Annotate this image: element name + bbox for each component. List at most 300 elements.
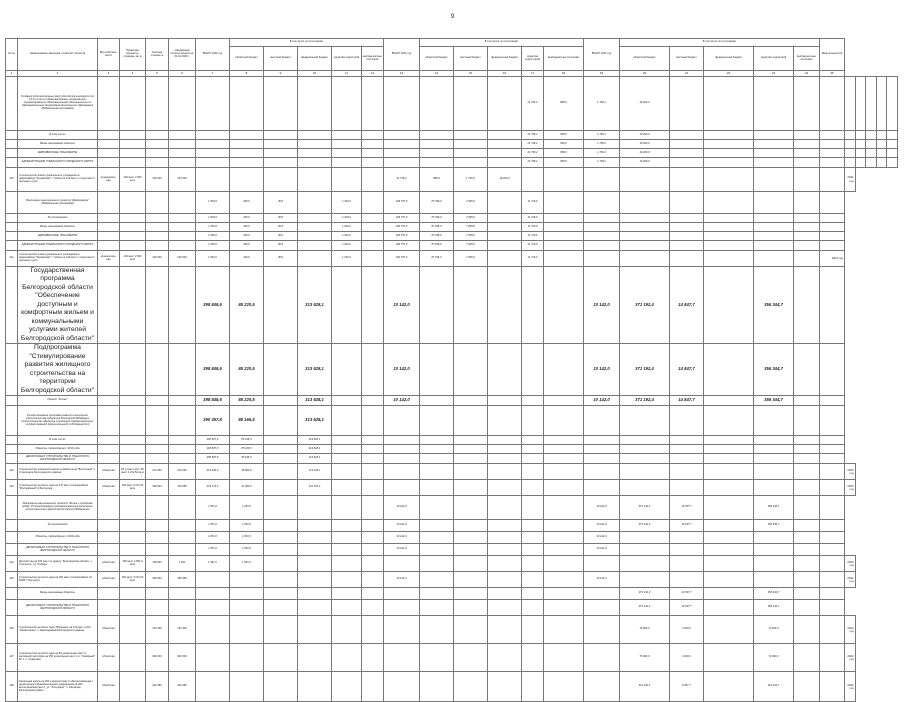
value-cell bbox=[264, 158, 298, 168]
value-cell bbox=[332, 572, 362, 588]
table-cell bbox=[146, 454, 169, 464]
section-name: ДЕПАРТАМЕНТ СТРОИТЕЛЬСТВА И ТРАНСПОРТА БЕЛГОРОДСКОЙ ОБЛАСТИ bbox=[18, 454, 98, 464]
value-cell bbox=[820, 140, 845, 149]
value-cell bbox=[544, 267, 584, 344]
table-cell bbox=[120, 131, 146, 140]
value-cell: 11 716,0 bbox=[522, 192, 544, 214]
column-number: 8 bbox=[230, 71, 264, 77]
value-cell bbox=[420, 672, 454, 702]
value-cell bbox=[362, 532, 384, 544]
value-cell: 371 192,4 bbox=[620, 496, 670, 520]
value-cell bbox=[264, 267, 298, 344]
value-cell bbox=[670, 445, 704, 454]
table-cell bbox=[120, 223, 146, 232]
value-cell bbox=[704, 436, 754, 445]
column-number: 10 bbox=[298, 71, 332, 77]
value-cell bbox=[264, 544, 298, 556]
value-cell bbox=[332, 532, 362, 544]
value-cell bbox=[876, 158, 887, 168]
col-header: местный бюджет bbox=[454, 47, 488, 71]
value-cell bbox=[332, 544, 362, 556]
value-cell bbox=[820, 520, 845, 532]
section-name: За исключением bbox=[18, 214, 98, 223]
value-cell bbox=[362, 158, 384, 168]
column-number: 24 bbox=[794, 71, 820, 77]
value-cell bbox=[544, 644, 584, 672]
value-cell bbox=[670, 556, 704, 572]
col-header: областной бюджет bbox=[620, 47, 670, 71]
value-cell bbox=[196, 149, 230, 158]
value-cell bbox=[362, 344, 384, 396]
value-cell bbox=[544, 588, 584, 600]
column-number: 15 bbox=[454, 71, 488, 77]
value-cell: 11 716,0 bbox=[522, 232, 544, 241]
table-cell bbox=[98, 131, 120, 140]
section-name: Проект "Жилье" bbox=[18, 396, 98, 406]
value-cell bbox=[420, 267, 454, 344]
row-number: 124 bbox=[6, 556, 18, 572]
table-row bbox=[6, 140, 898, 149]
value-cell bbox=[820, 344, 845, 396]
value-cell bbox=[488, 241, 522, 251]
value-cell bbox=[794, 344, 820, 396]
value-cell bbox=[264, 445, 298, 454]
value-cell bbox=[620, 241, 670, 251]
col-header: федеральный бюджет bbox=[704, 47, 754, 71]
commissioning-cell: 2020 год bbox=[845, 464, 856, 480]
value-cell bbox=[794, 480, 820, 496]
value-cell bbox=[230, 140, 264, 149]
value-cell bbox=[522, 572, 544, 588]
value-cell: 3 000,0 bbox=[670, 644, 704, 672]
value-cell bbox=[620, 454, 670, 464]
value-cell: 10 142,0 bbox=[384, 544, 420, 556]
table-cell bbox=[146, 588, 169, 600]
value-cell bbox=[488, 396, 522, 406]
value-cell bbox=[522, 344, 544, 396]
value-cell bbox=[298, 168, 332, 192]
row-number bbox=[6, 344, 18, 396]
value-cell bbox=[298, 544, 332, 556]
value-cell bbox=[544, 192, 584, 214]
value-cell bbox=[384, 588, 420, 600]
col-header: Ожидаемый остаток средств на 01.01.2020 г. bbox=[169, 39, 196, 71]
table-cell bbox=[120, 496, 146, 520]
object-name: Строительство детского сада "Яблонька" на 100 мест в ЖК "Новая жизнь" п. Новосадовый Белгородского района bbox=[18, 616, 98, 644]
value-cell bbox=[820, 406, 845, 436]
value-cell bbox=[754, 241, 794, 251]
value-cell: 221 192,4 bbox=[620, 672, 670, 702]
value-cell: 445,0 bbox=[230, 241, 264, 251]
value-cell bbox=[362, 232, 384, 241]
col-header: Наименование заказчика, отраслей, объектов bbox=[18, 39, 98, 71]
value-cell bbox=[584, 672, 620, 702]
column-number: 13 bbox=[384, 71, 420, 77]
value-cell bbox=[264, 644, 298, 672]
column-number: 9 bbox=[264, 71, 298, 77]
value-cell bbox=[196, 572, 230, 588]
cost-cell: 272 000 bbox=[146, 464, 169, 480]
value-cell bbox=[584, 251, 620, 267]
table-cell bbox=[98, 496, 120, 520]
value-cell bbox=[362, 223, 384, 232]
table-cell bbox=[169, 214, 196, 223]
table-cell bbox=[98, 454, 120, 464]
value-cell bbox=[196, 600, 230, 616]
table-row bbox=[6, 436, 898, 445]
value-cell bbox=[544, 600, 584, 616]
value-cell: 38,0 bbox=[264, 223, 298, 232]
value-cell bbox=[794, 464, 820, 480]
value-cell bbox=[887, 149, 898, 158]
value-cell bbox=[332, 464, 362, 480]
value-cell: 85 220,5 bbox=[230, 396, 264, 406]
value-cell bbox=[544, 672, 584, 702]
value-cell bbox=[670, 406, 704, 436]
value-cell bbox=[488, 436, 522, 445]
value-cell: 14 847,7 bbox=[670, 600, 704, 616]
value-cell: 106 757,0 bbox=[384, 192, 420, 214]
remainder-cell: 189 658 bbox=[169, 572, 196, 588]
value-cell bbox=[522, 644, 544, 672]
value-cell bbox=[264, 464, 298, 480]
value-cell: 1 010,0 bbox=[332, 251, 362, 267]
value-cell bbox=[794, 214, 820, 223]
value-cell bbox=[544, 544, 584, 556]
section-name: АДМИНИСТРАЦИЯ ГУБКИНСКОГО ГОРОДСКОГО ОКРУГА bbox=[18, 241, 98, 251]
value-cell bbox=[384, 406, 420, 436]
cost-cell: 133 400 bbox=[146, 616, 169, 644]
value-cell bbox=[420, 131, 454, 140]
value-cell bbox=[454, 77, 488, 131]
value-cell bbox=[754, 436, 794, 445]
value-cell bbox=[298, 241, 332, 251]
value-cell bbox=[820, 445, 845, 454]
value-cell bbox=[754, 158, 794, 168]
value-cell bbox=[362, 251, 384, 267]
section-name: Вновь начинаемые объекты bbox=[18, 223, 98, 232]
table-cell bbox=[120, 241, 146, 251]
value-cell bbox=[876, 131, 887, 140]
value-cell: 19 200,0 bbox=[620, 131, 670, 140]
value-cell bbox=[704, 454, 754, 464]
value-cell bbox=[794, 520, 820, 532]
value-cell bbox=[620, 480, 670, 496]
value-cell bbox=[298, 644, 332, 672]
row-number: 121 bbox=[6, 251, 18, 267]
table-cell bbox=[169, 600, 196, 616]
value-cell: 3 000,0 bbox=[670, 616, 704, 644]
value-cell: 10 142,0 bbox=[584, 496, 620, 520]
value-cell bbox=[670, 214, 704, 223]
section-name: Вновь начинаемые объекты bbox=[18, 140, 98, 149]
table-cell bbox=[120, 192, 146, 214]
value-cell bbox=[794, 223, 820, 232]
value-cell bbox=[754, 532, 794, 544]
value-cell bbox=[488, 158, 522, 168]
value-cell: 10 142,0 bbox=[584, 544, 620, 556]
value-cell bbox=[196, 168, 230, 192]
value-cell bbox=[704, 267, 754, 344]
value-cell bbox=[454, 496, 488, 520]
table-row bbox=[6, 672, 898, 702]
ownership-cell: муниципаль-ная bbox=[98, 251, 120, 267]
value-cell bbox=[420, 140, 454, 149]
value-cell bbox=[196, 158, 230, 168]
column-number: 5 bbox=[146, 71, 169, 77]
table-row bbox=[6, 251, 898, 267]
column-number: 23 bbox=[754, 71, 794, 77]
ownership-cell: областная bbox=[98, 672, 120, 702]
value-cell: 87 436,0 bbox=[420, 192, 454, 214]
value-cell bbox=[454, 588, 488, 600]
value-cell bbox=[670, 241, 704, 251]
col-header: местный бюджет bbox=[264, 47, 298, 71]
commissioning-cell: 2020 год bbox=[845, 556, 856, 572]
value-cell bbox=[488, 480, 522, 496]
value-cell bbox=[230, 77, 264, 131]
col-header: областной бюджет bbox=[420, 47, 454, 71]
value-cell bbox=[522, 588, 544, 600]
column-number: 19 bbox=[584, 71, 620, 77]
object-name: Строительство детского сада на 150 мест в микрорайоне 10 ЮМР г. Белгород bbox=[18, 572, 98, 588]
value-cell bbox=[820, 168, 845, 192]
value-cell: 14 847,7 bbox=[670, 396, 704, 406]
value-cell: 313 628,1 bbox=[298, 454, 332, 464]
table-cell bbox=[98, 396, 120, 406]
value-cell bbox=[820, 588, 845, 600]
value-cell: 72 000,0 bbox=[754, 644, 794, 672]
capacity-cell: 150 мест 3 072,03 кв.м bbox=[120, 572, 146, 588]
table-row bbox=[6, 556, 898, 572]
value-cell: 11 716,0 bbox=[522, 251, 544, 267]
value-cell bbox=[362, 644, 384, 672]
value-cell bbox=[332, 344, 362, 396]
value-cell: 371 192,4 bbox=[620, 520, 670, 532]
value-cell bbox=[670, 192, 704, 214]
value-cell bbox=[754, 77, 794, 131]
value-cell bbox=[332, 644, 362, 672]
value-cell bbox=[794, 158, 820, 168]
value-cell: 38,0 bbox=[264, 241, 298, 251]
value-cell bbox=[522, 496, 544, 520]
value-cell bbox=[264, 496, 298, 520]
value-cell: 1 651,0 bbox=[230, 532, 264, 544]
value-cell bbox=[820, 496, 845, 520]
value-cell bbox=[620, 168, 670, 192]
value-cell bbox=[454, 520, 488, 532]
col-header: местный бюджет bbox=[670, 47, 704, 71]
table-cell bbox=[98, 77, 120, 131]
value-cell: 85 166,5 bbox=[230, 436, 264, 445]
table-cell bbox=[98, 267, 120, 344]
value-cell: 1 503,0 bbox=[196, 232, 230, 241]
value-cell bbox=[264, 532, 298, 544]
section-name: Объекты, переходящие с 2019 года bbox=[18, 532, 98, 544]
value-cell bbox=[454, 600, 488, 616]
value-cell bbox=[298, 556, 332, 572]
value-cell bbox=[522, 445, 544, 454]
table-cell bbox=[146, 445, 169, 454]
section-name: АДМИНИСТРАЦИЯ ГУБКИНСКОГО ГОРОДСКОГО ОКРУГА bbox=[18, 158, 98, 168]
value-cell bbox=[420, 344, 454, 396]
value-cell: 14 847,7 bbox=[670, 344, 704, 396]
value-cell: 21 736,2 bbox=[384, 168, 420, 192]
table-cell bbox=[169, 588, 196, 600]
value-cell: 398 687,8 bbox=[196, 436, 230, 445]
value-cell bbox=[362, 445, 384, 454]
value-cell: 87 436,0 bbox=[420, 214, 454, 223]
table-cell bbox=[169, 396, 196, 406]
value-cell bbox=[332, 672, 362, 702]
section-name: ДЕПАРТАМЕНТ СТРОИТЕЛЬСТВА И ТРАНСПОРТА БЕЛГОРОДСКОЙ ОБЛАСТИ bbox=[18, 544, 98, 556]
value-cell bbox=[794, 445, 820, 454]
remainder-cell: 442 680 bbox=[169, 672, 196, 702]
value-cell bbox=[704, 588, 754, 600]
value-cell bbox=[196, 644, 230, 672]
value-cell bbox=[620, 232, 670, 241]
column-number: 21 bbox=[670, 71, 704, 77]
value-cell bbox=[670, 223, 704, 232]
value-cell bbox=[704, 223, 754, 232]
col-header: областной бюджет bbox=[230, 47, 264, 71]
value-cell: 390 357,8 bbox=[196, 406, 230, 436]
value-cell bbox=[362, 406, 384, 436]
value-cell bbox=[488, 544, 522, 556]
value-cell bbox=[704, 214, 754, 223]
value-cell bbox=[584, 480, 620, 496]
value-cell bbox=[887, 77, 898, 131]
ownership-cell: областная bbox=[98, 464, 120, 480]
table-cell bbox=[120, 406, 146, 436]
value-cell bbox=[230, 644, 264, 672]
value-cell bbox=[544, 496, 584, 520]
value-cell bbox=[420, 149, 454, 158]
value-cell: 10 142,0 bbox=[384, 572, 420, 588]
value-cell bbox=[584, 556, 620, 572]
remainder-cell: 130 000 bbox=[169, 251, 196, 267]
value-cell bbox=[522, 520, 544, 532]
value-cell: 19 200,0 bbox=[620, 149, 670, 158]
value-cell bbox=[384, 445, 420, 454]
value-cell: 356 344,7 bbox=[754, 344, 794, 396]
table-cell bbox=[820, 232, 845, 241]
value-cell bbox=[298, 672, 332, 702]
value-cell bbox=[488, 496, 522, 520]
value-cell: 313 628,1 bbox=[298, 344, 332, 396]
value-cell: 445,0 bbox=[230, 192, 264, 214]
ownership-cell: областная bbox=[98, 572, 120, 588]
value-cell: 19 200,0 bbox=[488, 168, 522, 192]
value-cell bbox=[794, 572, 820, 588]
table-cell bbox=[120, 396, 146, 406]
value-cell: 313 628,1 bbox=[298, 445, 332, 454]
row-number: 126 bbox=[6, 616, 18, 644]
remainder-cell: 133 000 bbox=[169, 168, 196, 192]
group-header: В том числе по источникам: bbox=[620, 39, 820, 47]
value-cell bbox=[620, 532, 670, 544]
value-cell bbox=[384, 454, 420, 464]
budget-table bbox=[5, 38, 898, 702]
value-cell bbox=[420, 600, 454, 616]
ownership-cell: областная bbox=[98, 556, 120, 572]
value-cell bbox=[754, 572, 794, 588]
value-cell bbox=[420, 406, 454, 436]
value-cell: 10 142,0 bbox=[384, 496, 420, 520]
value-cell bbox=[384, 556, 420, 572]
page-number: 9 bbox=[450, 14, 455, 20]
value-cell bbox=[620, 445, 670, 454]
value-cell bbox=[264, 672, 298, 702]
column-number: 11 bbox=[332, 71, 362, 77]
value-cell: 1 651,0 bbox=[230, 556, 264, 572]
value-cell: 1 503,0 bbox=[196, 192, 230, 214]
value-cell bbox=[794, 544, 820, 556]
table-row bbox=[6, 168, 898, 192]
value-cell bbox=[420, 556, 454, 572]
value-cell: 1 736,2 bbox=[584, 77, 620, 131]
value-cell: 87 436,0 bbox=[420, 223, 454, 232]
value-cell bbox=[384, 149, 420, 158]
table-cell bbox=[169, 344, 196, 396]
value-cell: 1 736,2 bbox=[584, 140, 620, 149]
table-cell bbox=[146, 214, 169, 223]
value-cell bbox=[584, 454, 620, 464]
commissioning-cell: 2020 год bbox=[845, 480, 856, 496]
value-cell bbox=[794, 556, 820, 572]
table-cell bbox=[169, 140, 196, 149]
table-cell bbox=[98, 406, 120, 436]
value-cell bbox=[584, 464, 620, 480]
value-cell bbox=[522, 544, 544, 556]
section-name: НЕВОЗВРАТНЫЕ ТРАНСФЕРТЫ bbox=[18, 232, 98, 241]
group-header: В том числе по источникам: bbox=[420, 39, 584, 47]
table-cell bbox=[98, 223, 120, 232]
value-cell bbox=[264, 77, 298, 131]
table-cell bbox=[120, 544, 146, 556]
table-cell bbox=[120, 140, 146, 149]
col-header: № п/п bbox=[6, 39, 18, 71]
value-cell bbox=[704, 168, 754, 192]
value-cell bbox=[264, 406, 298, 436]
column-number: 18 bbox=[544, 71, 584, 77]
value-cell bbox=[454, 672, 488, 702]
value-cell bbox=[704, 672, 754, 702]
value-cell bbox=[454, 544, 488, 556]
value-cell: 75 000,0 bbox=[620, 616, 670, 644]
ownership-cell: областная bbox=[98, 616, 120, 644]
value-cell bbox=[230, 588, 264, 600]
row-number bbox=[6, 520, 18, 532]
value-cell bbox=[754, 232, 794, 241]
value-cell: 1 010,0 bbox=[332, 223, 362, 232]
section-name: Подпрограмма "Стимулирование развития жилищного строительства на территории Белгородской области" bbox=[18, 344, 98, 396]
section-name: Реализация национального проекта "Жилье и городская среда" (Стимулирование программ развития жилищного строительства субъектов Российской Федерации) bbox=[18, 496, 98, 520]
table-row bbox=[6, 158, 898, 168]
value-cell: 19 200,0 bbox=[620, 140, 670, 149]
value-cell bbox=[584, 223, 620, 232]
value-cell bbox=[820, 267, 845, 344]
value-cell bbox=[794, 267, 820, 344]
row-number bbox=[6, 544, 18, 556]
value-cell bbox=[230, 672, 264, 702]
value-cell bbox=[670, 158, 704, 168]
value-cell: 19 200,0 bbox=[620, 77, 670, 131]
value-cell bbox=[264, 556, 298, 572]
value-cell bbox=[670, 77, 704, 131]
value-cell bbox=[362, 149, 384, 158]
value-cell bbox=[384, 77, 420, 131]
